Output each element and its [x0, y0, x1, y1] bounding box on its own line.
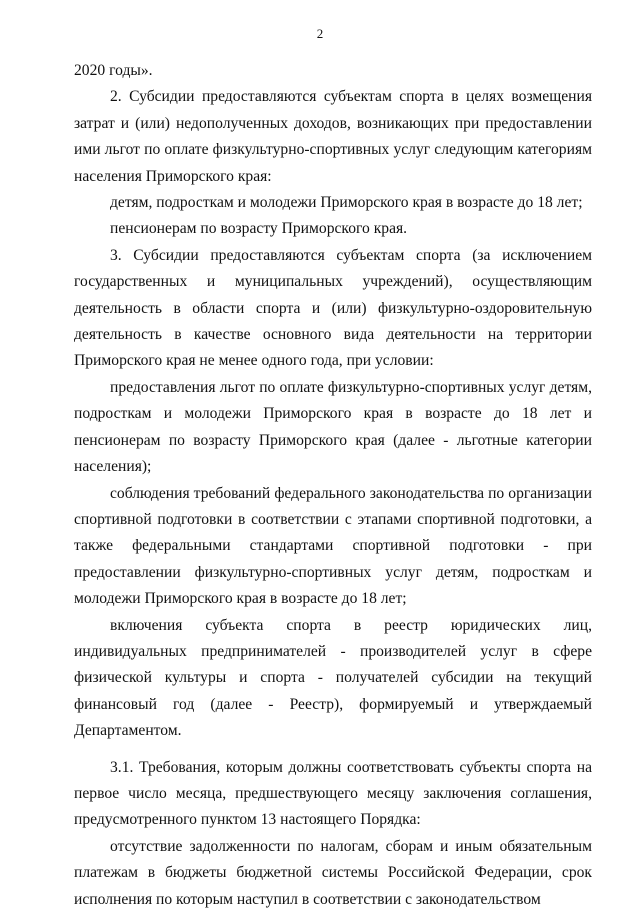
- page-number: 2: [316, 26, 324, 41]
- paragraph-condition-requirements: соблюдения требований федерального законодательства по организации спортивной подготовки в соответствии с этапами спортивной подготовки, а также федеральными стандартами спортивной подготовки - при предоставлении физкультурно-спортивных услуг детям, подросткам и молодежи Приморского края в возрасте до 18 лет;: [74, 484, 592, 608]
- paragraph-requirement-no-debt: отсутствие задолженности по налогам, сборам и иным обязательным платежам в бюджеты бюджетной системы Российской Федерации, срок исполнения по которым наступил в соответствии с законодательством: [74, 837, 592, 908]
- paragraph-item-3-1: 3.1. Требования, которым должны соответствовать субъекты спорта на первое число месяца, предшествующего месяцу заключения соглашения, предусмотренного пунктом 13 настоящего Порядка:: [74, 758, 592, 829]
- document-body: [74, 58, 592, 913]
- paragraph-category-children: детям, подросткам и молодежи Приморского края в возрасте до 18 лет;: [110, 194, 583, 212]
- paragraph-condition-benefits: предоставления льгот по оплате физкультурно-спортивных услуг детям, подросткам и молодежи Приморского края в возрасте до 18 лет и пенсионерам по возрасту Приморского края (далее - льготные категории населения);: [74, 378, 592, 476]
- paragraph-item-3: 3. Субсидии предоставляются субъектам спорта (за исключением государственных и муниципальных учреждений), осуществляющим деятельность в области спорта и (или) физкультурно-оздоровительную деятельность в качестве основного вида деятельности на территории Приморского края не менее одного года, при условии:: [74, 246, 592, 370]
- paragraph-category-pensioners: пенсионерам по возрасту Приморского края.: [110, 220, 408, 238]
- paragraph-condition-registry: включения субъекта спорта в реестр юридических лиц, индивидуальных предпринимателей - производителей услуг в сфере физической культуры и спорта - получателей субсидии на текущий финансовый год (далее - Реестр), формируемый и утверждаемый Департаментом.: [74, 616, 592, 740]
- paragraph-continuation: 2020 годы».: [74, 62, 153, 79]
- paragraph-item-2: 2. Субсидии предоставляются субъектам спорта в целях возмещения затрат и (или) недополученных доходов, возникающих при предоставлении ими льгот по оплате физкультурно-спортивных услуг следующим категориям населения Приморского края:: [74, 88, 592, 185]
